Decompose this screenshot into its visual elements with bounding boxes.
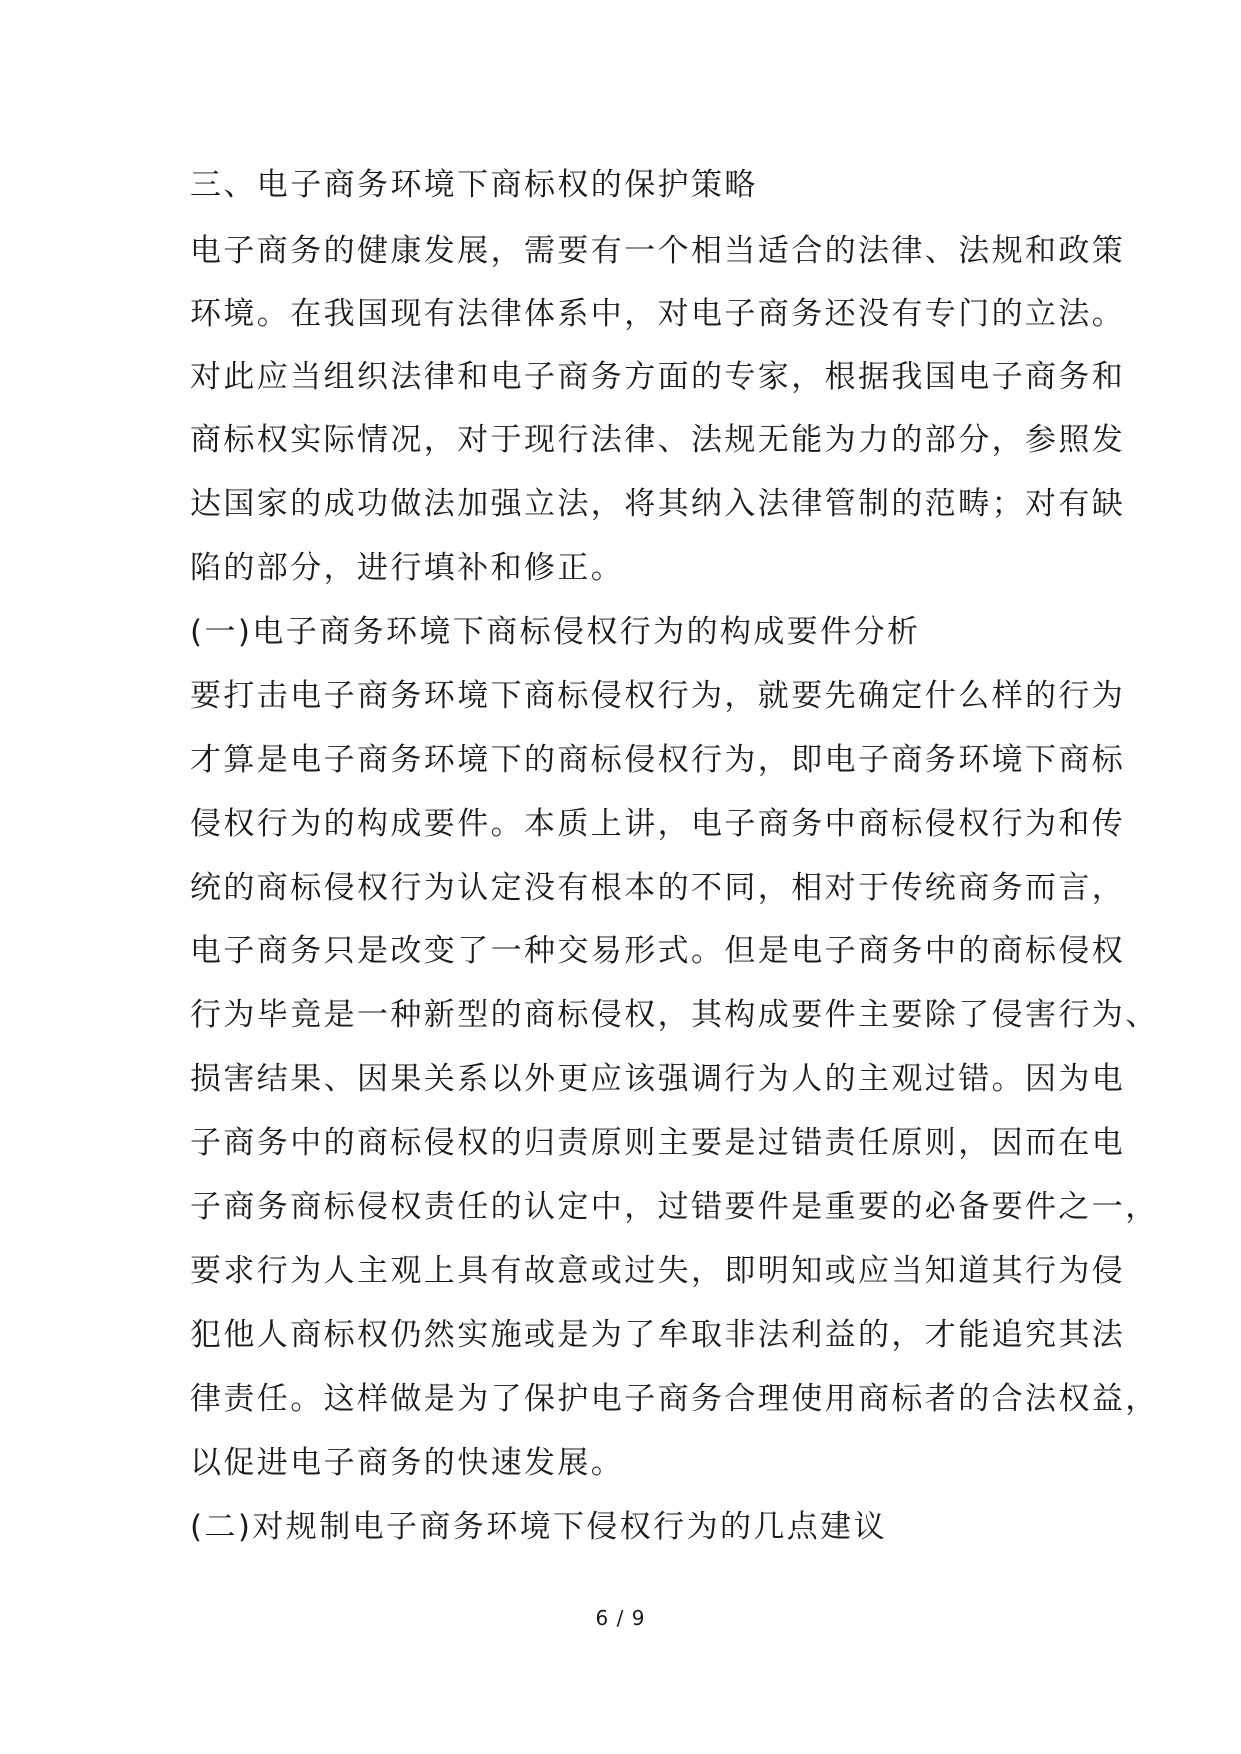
paragraph-line: 子商务中的商标侵权的归责原则主要是过错责任原则，因而在电 bbox=[190, 1125, 1126, 1161]
paragraph-line: 要求行为人主观上具有故意或过失，即明知或应当知道其行为侵 bbox=[190, 1253, 1126, 1289]
paragraph-line: 才算是电子商务环境下的商标侵权行为，即电子商务环境下商标 bbox=[190, 742, 1126, 778]
paragraph-line: 损害结果、因果关系以外更应该强调行为人的主观过错。因为电 bbox=[190, 1061, 1126, 1097]
paragraph-line: 以促进电子商务的快速发展。 bbox=[190, 1445, 625, 1481]
paragraph-line: 商标权实际情况，对于现行法律、法规无能为力的部分，参照发 bbox=[190, 422, 1126, 458]
paragraph-line: 陷的部分，进行填补和修正。 bbox=[190, 550, 625, 586]
subsection-heading: (二)对规制电子商务环境下侵权行为的几点建议 bbox=[190, 1509, 887, 1545]
paragraph-line: 行为毕竟是一种新型的商标侵权，其构成要件主要除了侵害行为、 bbox=[190, 997, 1159, 1033]
subsection-heading: (一)电子商务环境下商标侵权行为的构成要件分析 bbox=[190, 614, 921, 650]
paragraph-line: 统的商标侵权行为认定没有根本的不同，相对于传统商务而言， bbox=[190, 870, 1126, 906]
paragraph-line: 达国家的成功做法加强立法，将其纳入法律管制的范畴；对有缺 bbox=[190, 486, 1126, 522]
section-heading: 三、电子商务环境下商标权的保护策略 bbox=[190, 167, 758, 203]
paragraph-line: 子商务商标侵权责任的认定中，过错要件是重要的必备要件之一， bbox=[190, 1189, 1159, 1225]
paragraph-line: 电子商务的健康发展，需要有一个相当适合的法律、法规和政策 bbox=[190, 233, 1126, 269]
paragraph-line: 犯他人商标权仍然实施或是为了牟取非法利益的，才能追究其法 bbox=[190, 1317, 1126, 1353]
paragraph-line: 电子商务只是改变了一种交易形式。但是电子商务中的商标侵权 bbox=[190, 933, 1126, 969]
paragraph-line: 律责任。这样做是为了保护电子商务合理使用商标者的合法权益， bbox=[190, 1381, 1159, 1417]
paragraph-line: 对此应当组织法律和电子商务方面的专家，根据我国电子商务和 bbox=[190, 359, 1126, 395]
page-number: 6 / 9 bbox=[595, 1606, 646, 1630]
paragraph-line: 环境。在我国现有法律体系中，对电子商务还没有专门的立法。 bbox=[190, 296, 1126, 332]
paragraph-line: 要打击电子商务环境下商标侵权行为，就要先确定什么样的行为 bbox=[190, 678, 1126, 714]
paragraph-line: 侵权行为的构成要件。本质上讲，电子商务中商标侵权行为和传 bbox=[190, 806, 1126, 842]
